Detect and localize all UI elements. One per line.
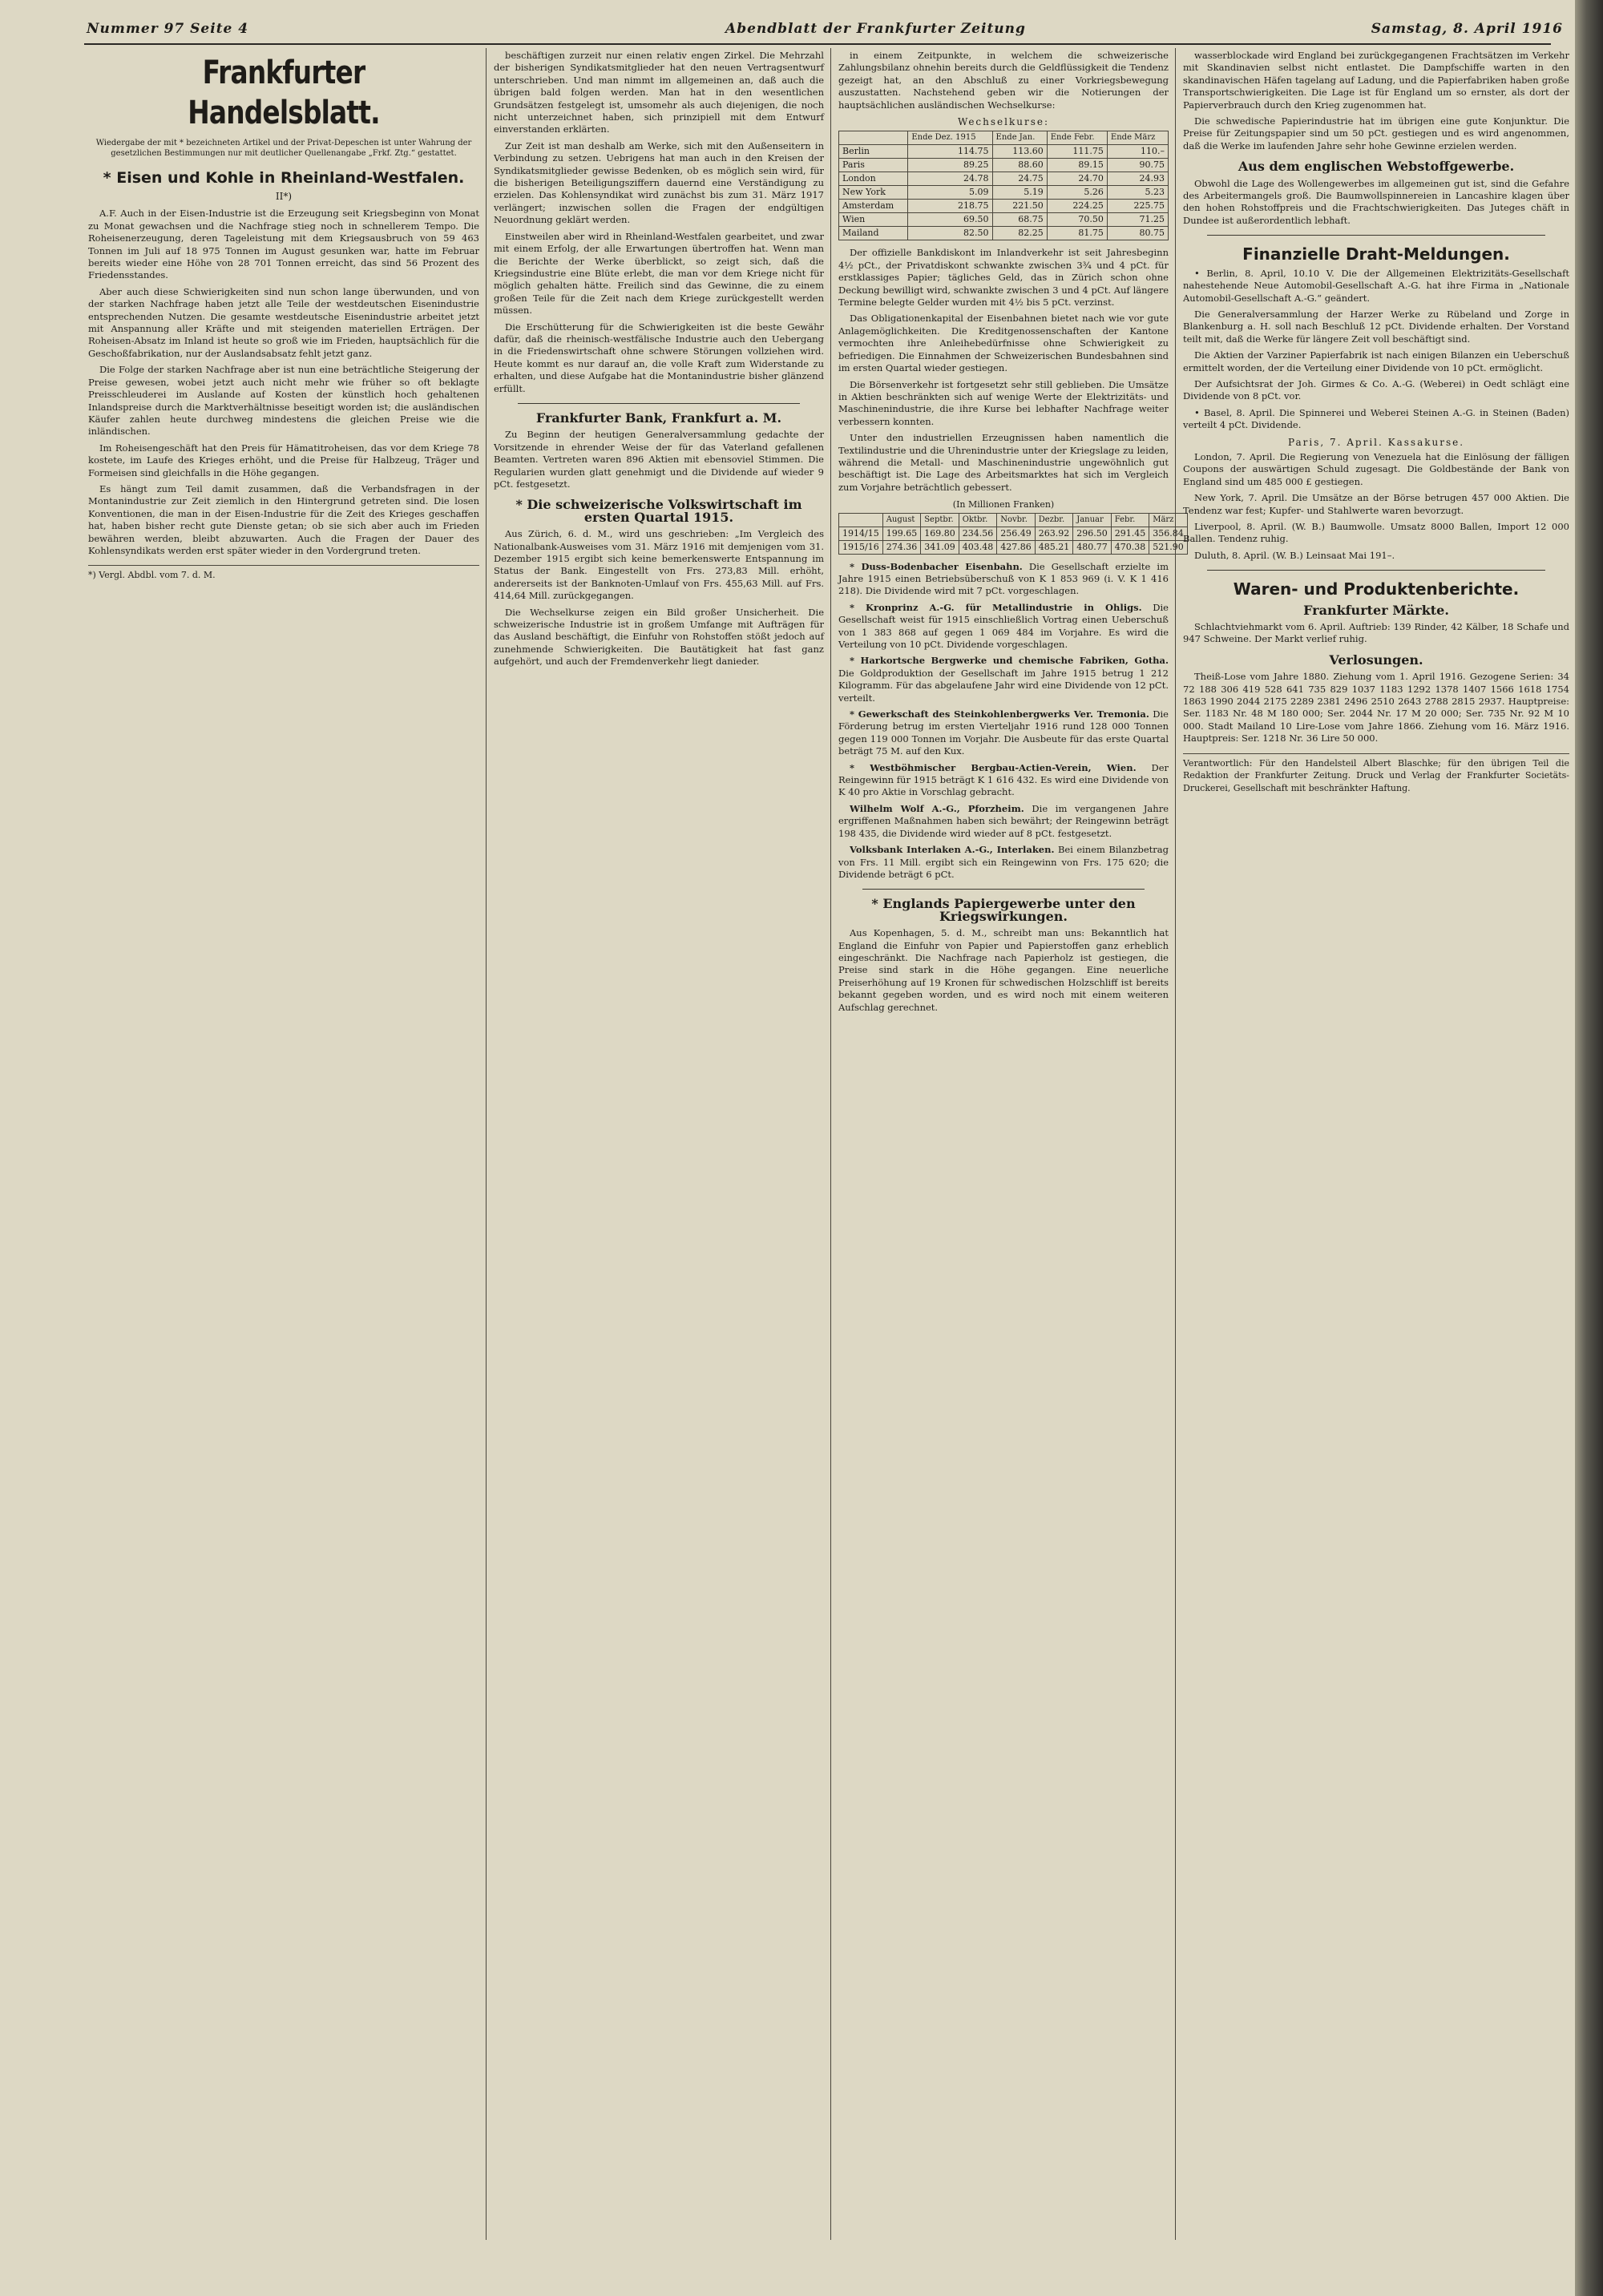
article-paragraph: Unter den industriellen Erzeugnissen haben namentlich die Textilindustrie und die Uhrenindustrie unter der Kriegslage zu leiden, während die Metall- und Maschinenindustrie ungewöhnlich gut beschäftigt ist. Die Lage des Arbeitsmarktes hat sich im Vergleich zum Vorjahre beträchtlich gebessert.: [838, 432, 1169, 493]
exchange-rate-table: [838, 131, 1169, 240]
paris-quotes-title: Paris, 7. April. Kassakurse.: [1287, 436, 1465, 448]
imprint: Verantwortlich: Für den Handelsteil Albert Blaschke; für den übrigen Teil die Redaktion der Frankfurter Zeitung. Druck und Verlag der Frankfurter Societäts-Druckerei, Gesellschaft mit beschränkter Haftung.: [1183, 753, 1569, 794]
date-header: Samstag, 8. April 1916: [1371, 21, 1563, 37]
table-header-cell: Ende Jan.: [992, 131, 1047, 145]
article-paragraph: Es hängt zum Teil damit zusammen, daß die Verbandsfragen in der Montanindustrie zur Zeit ziemlich in den Hintergrund getreten sind. Die losen Konventionen, die man in der Eisen-Industrie für die Zeit des Krieges geschaffen hat, haben bisher recht gute Dienste getan; ob sie sich aber auch im Frieden bewähren werden, bleibt abzuwarten. Auch die Fragen der Dauer des Kohlensyndikats werden erst später wieder in den Vordergrund treten.: [88, 482, 479, 556]
article-paragraph: Zur Zeit ist man deshalb am Werke, sich mit den Außenseitern in Verbindung zu setzen. Uebrigens hat man auch in den Kreisen der Syndikatsmitglieder gewisse Bedenken, ob es möglich sein wird, für die bisherigen Beteiligungsziffern dauernd eine Verständigung zu erzielen. Das Kohlensyndikat wird zunächst bis zum 31. März 1917 verlängert; inzwischen sollen die Fragen der endgültigen Neuordnung geklärt werden.: [494, 139, 824, 226]
table-header-cell: Dezbr.: [1035, 513, 1073, 527]
article-paragraph: Im Roheisengeschäft hat den Preis für Hämatitroheisen, das vor dem Kriege 78 kostete, im Laufe des Krieges erhöht, und die Preise für Halbzeug, Träger und Formeisen sind gleichfalls in die Höhe gegangen.: [88, 442, 479, 478]
article-separator: [1207, 235, 1545, 236]
article-separator: [518, 403, 800, 404]
lottery-text: Theiß-Lose vom Jahre 1880. Ziehung vom 1. April 1916. Gezogene Serien: 34 72 188 306 419 528 641 735 829 1037 1183 1292 1378 1407 1566 1618 1754 1863 1990 2044 2175 2289 2381 2496 2510 2643 2788 2815 2937. Hauptpreise: Ser. 1183 Nr. 48 M 180 000; Ser. 2044 Nr. 17 M 20 000; Ser. 735 Nr. 92 M 10 000. Stadt Mailand 10 Lire-Lose vom Jahre 1866. Ziehung vom 16. März 1916. Hauptpreis: Ser. 1218 Nr. 36 Lire 50 000.: [1183, 671, 1569, 744]
table-header-cell: Novbr.: [997, 513, 1036, 527]
table-header-cell: Septbr.: [921, 513, 959, 527]
binding-edge: [1575, 0, 1603, 2296]
column-rule: [486, 48, 487, 2240]
swiss-heading: * Die schweizerische Volkswirtschaft im ersten Quartal 1915.: [515, 497, 802, 525]
article-paragraph: Die Erschütterung für die Schwierigkeiten ist die beste Gewähr dafür, daß die rheinisch-westfälische Industrie auch den Uebergang in die Friedenswirtschaft ohne schwere Störungen vollziehen wird. Heute kommt es nur darauf an, die volle Kraft zum Widerstande zu erhalten, und diese Aufgabe hat die Montanindustrie bisher glänzend erfüllt.: [494, 321, 824, 394]
table-cell: 224.25: [1047, 200, 1107, 213]
company-item: [838, 561, 1169, 598]
company-news-list: [838, 561, 1169, 882]
column-3: [838, 50, 1184, 2240]
article-paragraph: Einstweilen aber wird in Rheinland-Westfalen gearbeitet, und zwar mit einem Erfolg, der alle Erwartungen übertroffen hat. Wenn man die Berichte der Werke überblickt, so zeigt sich, daß die Kriegsindustrie eine Blüte erlebt, die man vor dem Kriege nicht für möglich gehalten hätte. Freilich sind das Gewinne, die zu einem großen Teile für die Zeit nach dem Kriege zurückgestellt werden müssen.: [494, 230, 824, 317]
table-cell: Wien: [839, 213, 908, 227]
table-cell: 89.25: [908, 159, 992, 172]
table-cell: 80.75: [1107, 227, 1168, 240]
company-name: Wilhelm Wolf A.-G., Pforzheim.: [850, 802, 1024, 814]
wire-item: • Berlin, 8. April, 10.10 V. Die der Allgemeinen Elektrizitäts-Gesellschaft nahestehende Neue Automobil-Gesellschaft A.-G. hat ihre Firma in „Nationale Automobil-Gesellschaft A.-G.“ geändert.: [1183, 267, 1569, 304]
table-header-cell: Febr.: [1111, 513, 1149, 527]
weaving-heading: Aus dem englischen Webstoffgewerbe.: [1238, 159, 1515, 175]
wire-item: Die Aktien der Varziner Papierfabrik ist nach einigen Bilanzen ein Ueberschuß ermittelt worden, der die Verteilung einer Dividende von 10 pCt. ermöglicht.: [1183, 349, 1569, 373]
lottery-heading: Verlosungen.: [1329, 652, 1423, 668]
table-header-cell: [839, 131, 908, 145]
company-text: Die Goldproduktion der Gesellschaft im Jahre 1915 betrug 1 212 Kilogramm. Für das abgelaufene Jahr wird eine Dividende von 12 pCt. verteilt.: [838, 667, 1169, 704]
column-rule: [1175, 48, 1176, 2240]
table-cell: 89.15: [1047, 159, 1107, 172]
table-cell: 71.25: [1107, 213, 1168, 227]
table-cell: 225.75: [1107, 200, 1168, 213]
table-cell: 1915/16: [839, 540, 883, 554]
table-cell: 470.38: [1111, 540, 1149, 554]
table-cell: 82.50: [908, 227, 992, 240]
table-cell: 403.48: [959, 540, 997, 554]
wire-item: Der Aufsichtsrat der Joh. Girmes & Co. A.-G. (Weberei) in Oedt schlägt eine Dividende von 8 pCt. vor.: [1183, 377, 1569, 402]
wire-item: New York, 7. April. Die Umsätze an der Börse betrugen 457 000 Aktien. Die Tendenz war fest; Kupfer- und Stahlwerte waren bevorzugt.: [1183, 492, 1569, 516]
table-caption: (In Millionen Franken): [952, 499, 1055, 510]
section-subtitle: II*): [275, 191, 293, 202]
table-cell: 114.75: [908, 145, 992, 159]
company-text: Die Gesellschaft weist für 1915 einschließlich Vortrag einen Ueberschuß von 1 383 868 auf gegen 1 069 484 im Vorjahre. Es wird die Verteilung von 10 pCt. Dividende vorgeschlagen.: [838, 601, 1169, 650]
company-text: Bei einem Bilanzbetrag von Frs. 11 Mill. ergibt sich ein Reingewinn von Frs. 175 620; die Dividende beträgt 6 pCt.: [838, 844, 1169, 880]
company-name: * Westböhmischer Bergbau-Actien-Verein, Wien.: [850, 761, 1137, 773]
table-cell: 68.75: [992, 213, 1047, 227]
bank-text: Zu Beginn der heutigen Generalversammlung gedachte der Vorsitzende in ehrender Weise der für das Vaterland gefallenen Beamten. Vertreten waren 896 Aktien mit ebensoviel Stimmen. Die Regularien wurden glatt genehmigt und die Dividende auf wieder 9 pCt. festgesetzt.: [494, 429, 824, 490]
article-paragraph: Die Folge der starken Nachfrage aber ist nun eine beträchtliche Steigerung der Preise gewesen, wobei jetzt auch nicht mehr wie früher so oft beklagte Preisschleuderei im Auslande auf Kosten der künstlich hoch gehaltenen Inlandspreise durch die Marktverhältnisse beseitigt worden ist; die ausländischen Käufer zahlen heute durchweg mindestens die gleichen Preise wie die inländischen.: [88, 364, 479, 438]
bank-heading: Frankfurter Bank, Frankfurt a. M.: [535, 410, 782, 426]
table-cell: 218.75: [908, 200, 992, 213]
table-cell: 296.50: [1073, 527, 1112, 540]
markets-heading: Waren- und Produktenberichte.: [1233, 579, 1520, 599]
company-text: Die im vergangenen Jahre ergriffenen Maßnahmen haben sich bewährt; der Reingewinn beträgt 198 435, die Dividende wird wieder auf 8 pCt. festgesetzt.: [838, 802, 1169, 839]
table-header-cell: Ende Febr.: [1047, 131, 1107, 145]
paper-name-header: Abendblatt der Frankfurter Zeitung: [725, 21, 1026, 37]
table-header-cell: August: [882, 513, 921, 527]
article-paragraph: Aus Zürich, 6. d. M., wird uns geschrieben: „Im Vergleich des Nationalbank-Ausweises vom 31. März 1916 mit demjenigen vom 31. Dezember 1915 ergibt sich keine bemerkenswerte Entspannung im Status der Bank. Eingestellt von Frs. 273,83 Mill. erhöht, andererseits ist der Banknoten-Umlauf von Frs. 455,63 Mill. auf Frs. 414,64 Mill. zurückgegangen.: [494, 528, 824, 602]
article-paragraph: Aus Kopenhagen, 5. d. M., schreibt man uns: Bekanntlich hat England die Einfuhr von Papier und Papierstoffen ganz erheblich eingeschränkt. Die Nachfrage nach Papierholz ist gestiegen, die Preise sind stark in die Höhe gegangen. Eine neuerliche Preiserhöhung auf 19 Kronen für schwedischen Holzschliff ist bereits bekannt gegeben worden, und es wird noch mit einem weiteren Aufschlag gerechnet.: [838, 927, 1169, 1013]
table-cell: 5.19: [992, 186, 1047, 200]
table-cell: Paris: [839, 159, 908, 172]
table-header-cell: Januar: [1073, 513, 1112, 527]
company-text: Die Gesellschaft erzielte im Jahre 1915 einen Betriebsüberschuß von K 1 853 969 (i. V. K 1 416 218). Die Dividende wird mit 7 pCt. vorgeschlagen.: [838, 560, 1169, 597]
table-header-cell: März: [1149, 513, 1188, 527]
table-cell: 274.36: [882, 540, 921, 554]
wire-item: London, 7. April. Die Regierung von Venezuela hat die Einlösung der fälligen Coupons der auswärtigen Schuld zugesagt. Die Goldbestände der Bank von England sind um 485 000 £ gestiegen.: [1183, 450, 1569, 487]
masthead-title: Frankfurter Handelsblatt.: [188, 54, 380, 131]
table-cell: 88.60: [992, 159, 1047, 172]
footnote: *) Vergl. Abdbl. vom 7. d. M.: [88, 565, 479, 581]
column-4: [1183, 50, 1569, 2240]
wire-item: • Basel, 8. April. Die Spinnerei und Weberei Steinen A.-G. in Steinen (Baden) verteilt 4 pCt. Dividende.: [1183, 406, 1569, 431]
table-cell: 291.45: [1111, 527, 1149, 540]
table-header-cell: Ende Dez. 1915: [908, 131, 992, 145]
table-cell: 521.90: [1149, 540, 1188, 554]
table-row: [839, 227, 1169, 240]
table-row: [839, 172, 1169, 186]
company-text: Der Reingewinn für 1915 beträgt K 1 616 432. Es wird eine Dividende von K 40 pro Aktie in Vorschlag gebracht.: [838, 761, 1169, 798]
masthead-note: Wiedergabe der mit * bezeichneten Artikel und der Privat-Depeschen ist unter Wahrung der gesetzlichen Bestimmungen nur mit deutlicher Quellenangabe „Frkf. Ztg.“ gestattet.: [95, 139, 472, 158]
article-paragraph: Obwohl die Lage des Wollengewerbes im allgemeinen gut ist, sind die Gefahre des Arbeitermangels groß. Die Baumwollspinnereien in Lancashire klagen über den hohen Rohstoffpreis und die Frachtschwierigkeiten. Das Juteges chäft in Dundee ist außerordentlich lebhaft.: [1183, 177, 1569, 226]
table-cell: 221.50: [992, 200, 1047, 213]
company-item: [838, 655, 1169, 704]
table-cell: 341.09: [921, 540, 959, 554]
company-item: [838, 803, 1169, 840]
table-cell: Amsterdam: [839, 200, 908, 213]
company-text: Die Förderung betrug im ersten Vierteljahr 1916 rund 128 000 Tonnen gegen 119 000 Tonnen im Vorjahr. Die Ausbeute für das erste Quartal beträgt 75 M. auf den Kux.: [838, 708, 1169, 757]
table-cell: 111.75: [1047, 145, 1107, 159]
article-paragraph: Die schwedische Papierindustrie hat im übrigen eine gute Konjunktur. Die Preise für Zeitungspapier sind um 50 pCt. gestiegen und es wird angenommen, daß die Werke im laufenden Jahre sehr hohe Gewinne erzielen werden.: [1183, 115, 1569, 151]
table-cell: 70.50: [1047, 213, 1107, 227]
table-cell: New York: [839, 186, 908, 200]
table-cell: 81.75: [1047, 227, 1107, 240]
table-header-cell: Oktbr.: [959, 513, 997, 527]
table-cell: Berlin: [839, 145, 908, 159]
company-item: [838, 708, 1169, 758]
wire-item: Die Generalversammlung der Harzer Werke zu Rübeland und Zorge in Blankenburg a. H. soll nach Beschluß 12 pCt. Dividende erhalten. Der Vorstand teilt mit, daß die Werke für längere Zeit voll beschäftigt sind.: [1183, 308, 1569, 345]
table-cell: 256.49: [997, 527, 1036, 540]
table-header-cell: Ende März: [1107, 131, 1168, 145]
table-cell: 199.65: [882, 527, 921, 540]
wire-heading: Finanzielle Draht-Meldungen.: [1242, 244, 1510, 264]
rates-title: Wechselkurse:: [957, 116, 1050, 128]
company-item: [838, 602, 1169, 652]
table-cell: 24.78: [908, 172, 992, 186]
company-item: [838, 844, 1169, 881]
table-cell: 5.09: [908, 186, 992, 200]
company-name: * Kronprinz A.-G. für Metallindustrie in Ohligs.: [850, 601, 1142, 613]
table-cell: 5.26: [1047, 186, 1107, 200]
table-cell: 1914/15: [839, 527, 883, 540]
table-row: [839, 527, 1188, 540]
article-paragraph: Schlachtviehmarkt vom 6. April. Auftrieb: 139 Rinder, 42 Kälber, 18 Schafe und 947 Schweine. Der Markt verlief ruhig.: [1183, 621, 1569, 645]
company-name: * Gewerkschaft des Steinkohlenbergwerks Ver. Tremonia.: [850, 708, 1149, 720]
article-paragraph: Aber auch diese Schwierigkeiten sind nun schon lange überwunden, und von der starken Nachfrage haben jetzt alle Teile der westdeutschen Eisenindustrie entsprechenden Nutzen. Die gesamte westdeutsche Eisenindustrie arbeitet jetzt mit Anspannung aller Kräfte und mit steigenden materiellen Erträgen. Der Roheisen-Absatz im Inland ist heute so groß wie im Frieden, hauptsächlich für die Geschoßfabrikation, nur der Auslandsabsatz fehlt jetzt ganz.: [88, 285, 479, 359]
table-cell: 263.92: [1035, 527, 1073, 540]
header-rule: [84, 43, 1551, 45]
column-1: [88, 50, 479, 2240]
table-cell: 169.80: [921, 527, 959, 540]
markets-subheading: Frankfurter Märkte.: [1303, 602, 1449, 618]
table-row: [839, 200, 1169, 213]
article-paragraph: wasserblockade wird England bei zurückgegangenen Frachtsätzen im Verkehr mit Skandinavien selbst nicht entlastet. Die Dampfschiffe warten in den skandinavischen Häfen tagelang auf Ladung, und die Papierfabriken haben große Transportschwierigkeiten. Die Lage ist für England um so ernster, als dort der Papierverbrauch durch den Krieg zugenommen hat.: [1183, 50, 1569, 111]
table-cell: 24.93: [1107, 172, 1168, 186]
wire-item: Liverpool, 8. April. (W. B.) Baumwolle. Umsatz 8000 Ballen, Import 12 000 Ballen. Tendenz ruhig.: [1183, 521, 1569, 545]
table-cell: 485.21: [1035, 540, 1073, 554]
monthly-figures-table: [838, 513, 1188, 555]
table-cell: 356.84: [1149, 527, 1188, 540]
article-paragraph: Die Wechselkurse zeigen ein Bild großer Unsicherheit. Die schweizerische Industrie ist in großem Umfange mit Aufträgen für das Ausland beschäftigt, die Einfuhr von Rohstoffen stößt jedoch auf zunehmende Schwierigkeiten. Die Bautätigkeit hat fast ganz aufgehört, und auch der Fremdenverkehr liegt danieder.: [494, 606, 824, 668]
column-2: [494, 50, 824, 2240]
table-header-cell: [839, 513, 883, 527]
table-cell: 69.50: [908, 213, 992, 227]
company-name: * Duss-Bodenbacher Eisenbahn.: [850, 560, 1023, 572]
article-paragraph: Das Obligationenkapital der Eisenbahnen bietet nach wie vor gute Anlagemöglichkeiten. Die Kreditgenossenschaften der Kantone vermochten ihre Anleihebedürfnisse ohne Schwierigkeit zu befriedigen. Die Einnahmen der Schweizerischen Bundesbahnen sind im ersten Quartal wieder gestiegen.: [838, 313, 1169, 374]
table-cell: 82.25: [992, 227, 1047, 240]
article-paragraph: A.F. Auch in der Eisen-Industrie ist die Erzeugung seit Kriegsbeginn von Monat zu Monat gewachsen und die Nachfrage stieg noch in schnellerem Tempo. Die Roheisenerzeugung, deren Tageleistung mit dem Kriegsausbruch von 59 463 Tonnen im Juli auf 18 975 Tonnen im August gesunken war, hatte im Februar bereits wieder eine Höhe von 28 701 Tonnen erreicht, das sind 56 Prozent des Friedensstandes.: [88, 208, 479, 281]
table-cell: 113.60: [992, 145, 1047, 159]
company-item: [838, 762, 1169, 799]
article-paragraph: beschäftigen zurzeit nur einen relativ engen Zirkel. Die Mehrzahl der bisherigen Syndikatsmitglieder hat den neuen Vertragsentwurf unterschrieben. Und man nimmt im allgemeinen an, daß auch die übrigen bald folgen werden. Man hat in den wesentlichen Grundsätzen festgelegt ist, umsomehr als auch diejenigen, die noch nicht unterzeichnet haben, sich prinzipiell mit dem Entwurf einverstanden erklärten.: [494, 50, 824, 135]
paper-industry-heading: * Englands Papiergewerbe unter den Kriegswirkungen.: [871, 896, 1136, 924]
table-cell: 480.77: [1073, 540, 1112, 554]
table-row: [839, 145, 1169, 159]
table-row: [839, 540, 1188, 554]
table-row: [839, 213, 1169, 227]
article-separator: [1207, 570, 1545, 571]
company-name: * Harkortsche Bergwerke und chemische Fabriken, Gotha.: [850, 655, 1169, 667]
table-cell: 5.23: [1107, 186, 1168, 200]
wire-item: Duluth, 8. April. (W. B.) Leinsaat Mai 191–.: [1194, 549, 1395, 561]
article-paragraph: Der offizielle Bankdiskont im Inlandverkehr ist seit Jahresbeginn 4½ pCt., der Privatdiskont schwankte zwischen 3¾ und 4 pCt. für erstklassiges Papier; tägliches Geld, das in Zürich schon ohne Deckung bewilligt wird, schwankte zwischen 3 und 4 pCt. Auf längere Termine belegte Gelder wurden mit 4½ bis 5 pCt. verzinst.: [838, 247, 1169, 309]
table-cell: 90.75: [1107, 159, 1168, 172]
table-cell: 110.–: [1107, 145, 1168, 159]
article-separator: [862, 889, 1145, 890]
section-title: * Eisen und Kohle in Rheinland-Westfalen.: [103, 169, 465, 187]
page-number-header: Nummer 97 Seite 4: [87, 21, 249, 37]
article-paragraph: Die Börsenverkehr ist fortgesetzt sehr still geblieben. Die Umsätze in Aktien beschränkten sich auf wenige Werte der Elektrizitäts- und Maschinenindustrie, die ihre Kurse bei lebhafter Nachfrage weiter verbessern konnten.: [838, 378, 1169, 427]
table-row: [839, 159, 1169, 172]
table-cell: London: [839, 172, 908, 186]
table-cell: Mailand: [839, 227, 908, 240]
article-paragraph: in einem Zeitpunkte, in welchem die schweizerische Zahlungsbilanz ohnehin bereits durch die Geldflüssigkeit die Tendenz gezeigt hat, an den Abschluß zu einer Vorkriegsbewegung auszustatten. Nachstehend geben wir die Notierungen der hauptsächlichen ausländischen Wechselkurse:: [838, 50, 1169, 111]
table-cell: 24.75: [992, 172, 1047, 186]
table-cell: 234.56: [959, 527, 997, 540]
table-cell: 24.70: [1047, 172, 1107, 186]
table-row: [839, 186, 1169, 200]
table-cell: 427.86: [997, 540, 1036, 554]
company-name: Volksbank Interlaken A.-G., Interlaken.: [850, 844, 1055, 856]
column-rule: [830, 48, 831, 2240]
